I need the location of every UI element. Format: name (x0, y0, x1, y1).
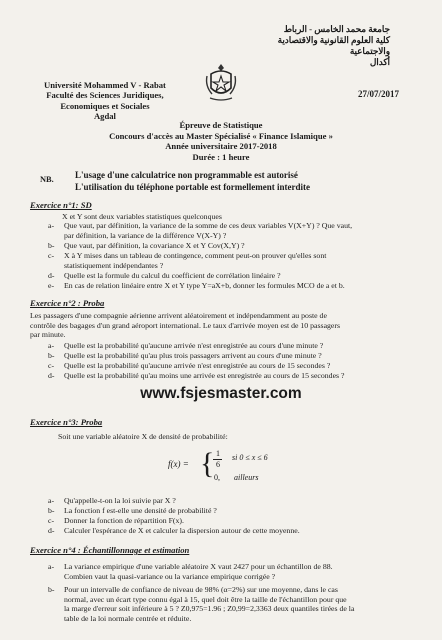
exercise-4-item (48, 585, 354, 623)
item-text: par définition, la variance de la différence V(X-Y) ? (64, 230, 227, 240)
exercise-1-item (48, 271, 281, 281)
formula-denominator: 6 (216, 460, 220, 469)
exam-year: Année universitaire 2017-2018 (165, 141, 277, 152)
header-left-line: Agdal (93, 111, 116, 122)
item-text: Que vaut, par définition, la variance de la somme de ces deux variables V(X+Y) ? Que vaut, (64, 221, 353, 230)
exercise-3-item (48, 496, 176, 506)
item-text: Donner la fonction de répartition F(x). (64, 516, 184, 525)
exam-title: Épreuve de Statistique (179, 120, 263, 130)
item-label: e- (48, 281, 55, 290)
exam-title-block (0, 120, 442, 162)
item-text: Quelle est la probabilité qu'aucune arrivée n'est enregistrée au cours d'une minute ? (64, 341, 324, 350)
header-right-line: جامعة محمد الخامس - الرباط (283, 24, 390, 34)
intro-line: contrôle des bagages d'un grand aéroport international. Le taux d'arrivée moyen est de 10 passagers (30, 320, 341, 330)
exercise-1-title: Exercice n°1: SD (30, 200, 92, 210)
item-label: a- (48, 496, 55, 505)
item-text: La variance empirique d'une variable aléatoire X vaut 2427 pour un échantillon de 88. (64, 562, 333, 571)
exercise-2-item (48, 341, 323, 351)
formula-lhs: f(x) = (168, 459, 189, 469)
item-label: c- (48, 516, 55, 525)
exam-duration: Durée : 1 heure (192, 151, 250, 162)
item-label: b- (48, 241, 55, 250)
item-text: Quelle est la probabilité qu'au moins une arrivée est enregistrée au cours de 15 secondes ? (64, 371, 345, 380)
item-text: En cas de relation linéaire entre X et Y type Y=aX+b, donner les formules MCO de a et b. (64, 281, 345, 290)
exercise-3-item (48, 506, 217, 516)
item-label: a- (48, 221, 55, 230)
item-text: la marge d'erreur soit inférieure à 5 ? Z0,975=1.96 ; Z0,99=2,3363 deux quantiles tirées de la (64, 604, 355, 614)
item-text: Pour un intervalle de confiance de niveau de 98% (α=2%) sur une moyenne, dans le cas (64, 585, 338, 594)
exercise-2-title: Exercice n°2 : Proba (30, 298, 105, 308)
exercise-1-item (48, 241, 245, 251)
header-left-line: Economiques et Sociales (60, 100, 150, 111)
exam-date: 27/07/2017 (358, 89, 400, 99)
item-label: b- (48, 585, 55, 594)
header-right-line: أكدال (369, 57, 390, 67)
header-right-line: والاجتماعية (349, 46, 390, 56)
university-header-fr (44, 80, 166, 122)
nb-line-1: L'usage d'une calculatrice non programmable est autorisé (75, 170, 298, 180)
exercise-1-item (48, 281, 345, 291)
item-label: d- (48, 371, 55, 380)
item-text: Combien vaut la quasi-variance ou la variance empirique corrigée ? (64, 571, 276, 581)
item-text: Que vaut, par définition, la covariance X et Y Cov(X,Y) ? (64, 241, 245, 250)
item-label: a- (48, 562, 55, 571)
website-watermark: www.fsjesmaster.com (140, 385, 302, 402)
item-text: Qu'appelle-t-on la loi suivie par X ? (64, 496, 176, 505)
exercise-3-intro: Soit une variable aléatoire X de densité de probabilité: (58, 432, 228, 441)
exercise-2-item (48, 351, 322, 361)
nb-line-2: L'utilisation du téléphone portable est formellement interdite (75, 182, 310, 192)
header-right-line: كلية العلوم القانونية والاقتصادية (277, 35, 390, 45)
exercise-2-item (48, 361, 330, 371)
item-text: normal, avec un écart type connu égal à 15, quel doit être la taille de l'échantillon pour que (64, 594, 347, 604)
formula-condition-1: si 0 ≤ x ≤ 6 (232, 453, 268, 462)
exercise-2-intro (30, 311, 340, 340)
density-formula (168, 447, 318, 489)
formula-value-2: 0, (214, 473, 220, 482)
exam-concours: Concours d'accès au Master Spécialisé « Finance Islamique » (109, 130, 333, 141)
item-label: b- (48, 351, 55, 360)
item-text: X à Y mises dans un tableau de contingence, comment peut-on prouver qu'elles sont (64, 251, 327, 260)
header-left-line: Faculté des Sciences Juridiques, (46, 90, 164, 101)
intro-line: Les passagers d'une compagnie aérienne arrivent aléatoirement et indépendamment au poste de (30, 311, 327, 320)
item-label: d- (48, 526, 55, 535)
item-text: Quelle est la probabilité qu'aucune arrivée n'est enregistrée au cours de 15 secondes ? (64, 361, 331, 370)
formula-condition-2: ailleurs (234, 473, 259, 482)
item-label: c- (48, 361, 55, 370)
intro-line: par minute. (30, 330, 66, 340)
nb-label: NB. (40, 175, 54, 184)
formula-numerator: 1 (216, 449, 220, 458)
exercise-3-title: Exercice n°3: Proba (30, 417, 103, 427)
moroccan-emblem-icon (204, 62, 238, 102)
item-label: d- (48, 271, 55, 280)
exercise-4-item (48, 562, 333, 581)
university-header-ar (278, 24, 390, 68)
item-text: statistiquement indépendantes ? (64, 260, 164, 270)
item-label: b- (48, 506, 55, 515)
item-label: a- (48, 341, 55, 350)
exercise-3-item (48, 526, 300, 536)
exercise-2-item (48, 371, 344, 381)
item-text: table de la loi normale centrée et réduite. (64, 613, 192, 623)
exercise-1-item (48, 251, 326, 270)
exercise-3-item (48, 516, 184, 526)
exercise-1-item (48, 221, 352, 240)
item-text: La fonction f est-elle une densité de probabilité ? (64, 506, 217, 515)
item-label: c- (48, 251, 55, 260)
item-text: Calculer l'espérance de X et calculer la dispersion autour de cette moyenne. (64, 526, 300, 535)
item-text: Quelle est la probabilité qu'au plus trois passagers arrivent au cours d'une minute ? (64, 351, 322, 360)
item-text: Quelle est la formule du calcul du coefficient de corrélation linéaire ? (64, 271, 281, 280)
header-left-line: Université Mohammed V - Rabat (44, 80, 166, 90)
exercise-1-intro: X et Y sont deux variables statistiques quelconques (62, 212, 222, 221)
formula-brace: { (200, 447, 215, 480)
exercise-4-title: Exercice n°4 : Échantillonnage et estimation (30, 545, 190, 555)
